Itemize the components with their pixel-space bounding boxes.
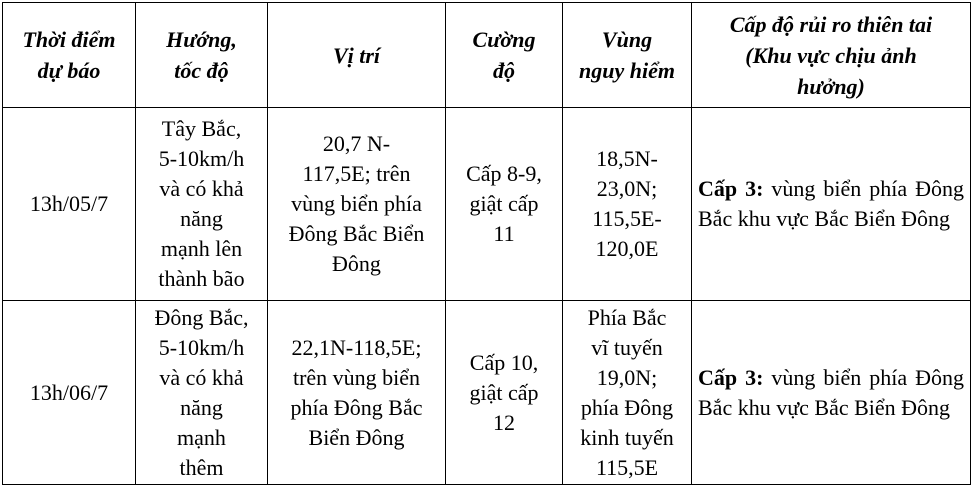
cell-line: 20,7 N- — [322, 131, 391, 156]
header-danger-zone-line: Vùng — [601, 27, 653, 52]
cell-intensity — [446, 301, 563, 485]
header-direction — [136, 3, 268, 108]
header-intensity — [446, 3, 563, 108]
header-risk-level-line: hưởng) — [797, 73, 865, 99]
cell-line: Đông — [332, 251, 381, 276]
cell-time: 13h/06/7 — [3, 301, 136, 485]
table-row — [3, 301, 971, 485]
header-risk-level-line: (Khu vực chịu ảnh — [745, 42, 917, 68]
header-position-line: Vị trí — [332, 42, 381, 68]
cell-line: 5-10km/h — [158, 146, 245, 171]
cell-line: và có khả — [159, 364, 244, 390]
header-time-line: dự báo — [37, 58, 101, 83]
header-direction-line: Hướng, — [166, 27, 237, 52]
cell-line: năng — [180, 394, 223, 420]
header-risk-level-line: Cấp độ rủi ro thiên tai — [729, 11, 933, 37]
cell-risk-level — [692, 301, 971, 485]
cell-line: 12 — [493, 409, 515, 435]
risk-level-text: vùng biển phía Đông Bắc khu vực Bắc Biển Đông — [698, 364, 964, 420]
cell-line: 23,0N; — [596, 176, 658, 201]
cell-line: Cấp 10, — [469, 349, 539, 375]
cell-risk-level — [692, 108, 971, 301]
risk-level-label: Cấp 3: — [698, 364, 764, 390]
header-direction-line: tốc độ — [174, 58, 229, 83]
cell-position — [268, 108, 446, 301]
header-time-line: Thời điểm — [22, 27, 116, 52]
cell-direction — [136, 301, 268, 485]
cell-line: 117,5E; trên — [302, 161, 411, 186]
cell-position — [268, 301, 446, 485]
cell-line: năng — [180, 206, 223, 231]
cell-line: Đông Bắc, — [154, 304, 249, 330]
cell-line: phía Đông Bắc — [290, 394, 423, 420]
cell-time: 13h/05/7 — [3, 108, 136, 301]
cell-line: Phía Bắc — [587, 304, 667, 330]
cell-line: 22,1N-118,5E; — [291, 334, 422, 360]
header-intensity-line: Cường — [472, 27, 536, 52]
cell-line: kinh tuyến — [580, 424, 674, 450]
cell-line: vùng biển phía — [291, 191, 422, 216]
cell-line: 11 — [493, 221, 515, 246]
cell-line: mạnh — [177, 424, 226, 450]
cell-line: và có khả — [159, 176, 244, 201]
cell-line: vĩ tuyến — [591, 334, 663, 360]
cell-danger-zone — [563, 301, 692, 485]
cell-line: giật cấp — [469, 191, 539, 216]
cell-line: giật cấp — [469, 379, 539, 405]
header-intensity-line: độ — [493, 58, 515, 83]
header-danger-zone-line: nguy hiểm — [579, 58, 675, 83]
cell-line: 19,0N; — [596, 364, 658, 390]
cell-intensity — [446, 108, 563, 301]
header-time — [3, 3, 136, 108]
forecast-table-container — [2, 2, 971, 485]
risk-level-text: vùng biển phía Đông Bắc khu vực Bắc Biển Đông — [698, 176, 964, 231]
cell-line: trên vùng biển — [292, 364, 421, 390]
header-row — [3, 3, 971, 108]
cell-line: Đông Bắc Biển — [288, 221, 425, 246]
cell-line: Biển Đông — [308, 424, 405, 450]
cell-line: Tây Bắc, — [161, 116, 242, 141]
storm-forecast-table — [2, 2, 971, 485]
cell-line: thành bão — [158, 266, 245, 291]
cell-line: phía Đông — [580, 394, 674, 420]
table-row — [3, 108, 971, 301]
cell-line: 120,0E — [595, 236, 659, 261]
cell-line: thêm — [179, 454, 224, 480]
cell-danger-zone — [563, 108, 692, 301]
risk-level-label: Cấp 3: — [698, 176, 764, 201]
cell-line: mạnh lên — [160, 236, 243, 261]
header-risk-level — [692, 3, 971, 108]
header-danger-zone — [563, 3, 692, 108]
cell-line: 18,5N- — [596, 146, 658, 171]
cell-line: Cấp 8-9, — [466, 161, 542, 186]
cell-line: 115,5E- — [592, 206, 662, 231]
header-position — [268, 3, 446, 108]
cell-line: 5-10km/h — [158, 334, 245, 360]
cell-direction — [136, 108, 268, 301]
cell-line: 115,5E — [595, 454, 659, 480]
